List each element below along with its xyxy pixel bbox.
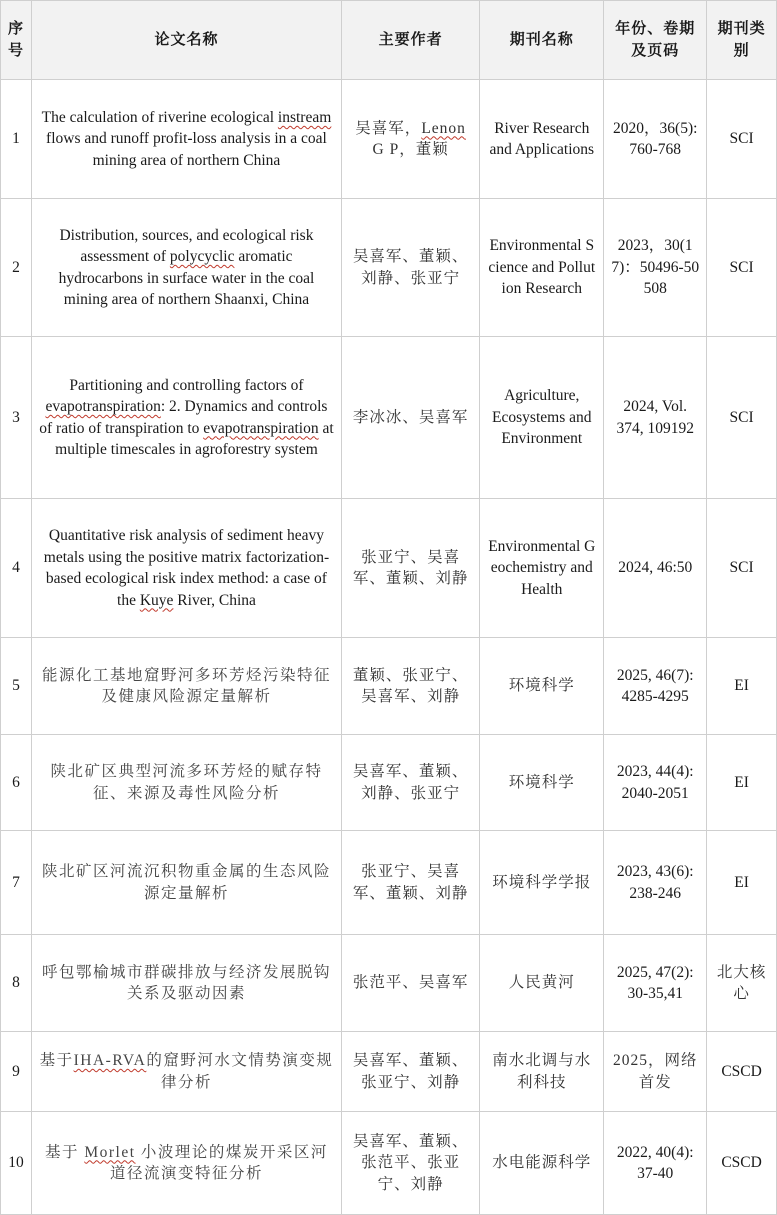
table-row <box>1 638 777 735</box>
row-no: 9 <box>1 1032 32 1112</box>
row-no: 2 <box>1 199 32 337</box>
row-authors: 吴喜军、董颖、张亚宁、刘静 <box>341 1032 479 1112</box>
row-title: 陕北矿区河流沉积物重金属的生态风险源定量解析 <box>31 831 341 935</box>
title-text: at multiple timescales in agroforestry system <box>55 419 334 458</box>
row-journal: 人民黄河 <box>480 935 604 1032</box>
header-row <box>1 1 777 80</box>
title-text: 基于 <box>44 1143 85 1161</box>
row-journal: 环境科学学报 <box>480 831 604 935</box>
author-text: G P，董颖 <box>372 141 449 158</box>
row-title: 陕北矿区典型河流多环芳烃的赋存特征、来源及毒性风险分析 <box>31 735 341 831</box>
row-no: 3 <box>1 337 32 499</box>
author-text: 吴喜军， <box>355 119 422 137</box>
spell-flag: Morlet <box>84 1143 136 1161</box>
row-type: SCI <box>707 337 777 499</box>
row-year: 2025, 46(7): 4285-4295 <box>604 638 707 735</box>
title-text: Distribution, sources, and ecological risk assessment of <box>59 226 314 265</box>
table-row <box>1 935 777 1032</box>
row-type: CSCD <box>707 1032 777 1112</box>
title-text: aromatic hydrocarbons in surface water in the coal mining area of northern Shaanxi, China <box>58 248 315 308</box>
spell-flag: instream <box>277 108 332 126</box>
header-authors: 主要作者 <box>341 1 479 80</box>
table-row <box>1 199 777 337</box>
header-type: 期刊类别 <box>707 1 777 80</box>
header-title: 论文名称 <box>31 1 341 80</box>
row-authors: 李冰冰、吴喜军 <box>341 337 479 499</box>
row-no: 7 <box>1 831 32 935</box>
row-no: 8 <box>1 935 32 1032</box>
row-authors: 董颖、张亚宁、吴喜军、刘静 <box>341 638 479 735</box>
row-title <box>31 337 341 499</box>
spell-flag: Kuye <box>139 591 174 609</box>
header-year: 年份、卷期及页码 <box>604 1 707 80</box>
title-text: : 2. Dynamics and controls of ratio of transpiration to <box>39 398 328 437</box>
row-year: 2025，网络首发 <box>604 1032 707 1112</box>
table-row <box>1 337 777 499</box>
title-text: Partitioning and controlling factors of <box>69 376 304 394</box>
row-no: 10 <box>1 1112 32 1215</box>
row-no: 4 <box>1 499 32 638</box>
row-no: 6 <box>1 735 32 831</box>
row-journal: Environmental Science and Pollution Research <box>480 199 604 337</box>
header-no: 序号 <box>1 1 32 80</box>
row-year: 2025, 47(2): 30-35,41 <box>604 935 707 1032</box>
row-title <box>31 1112 341 1215</box>
table-row <box>1 1032 777 1112</box>
row-journal: 环境科学 <box>480 735 604 831</box>
row-journal: 水电能源科学 <box>480 1112 604 1215</box>
spell-flag: polycyclic <box>169 248 235 265</box>
header-journal: 期刊名称 <box>480 1 604 80</box>
title-text: flows and runoff profit-loss analysis in a coal mining area of northern China <box>46 130 327 169</box>
row-year: 2020，36(5): 760-768 <box>604 80 707 199</box>
row-year: 2024, 46:50 <box>604 499 707 638</box>
row-authors <box>341 80 479 199</box>
row-no: 1 <box>1 80 32 199</box>
spell-flag: IHA-RVA <box>73 1052 147 1069</box>
row-type: EI <box>707 735 777 831</box>
row-authors: 张亚宁、吴喜军、董颖、刘静 <box>341 499 479 638</box>
row-type: SCI <box>707 499 777 638</box>
row-authors: 吴喜军、董颖、刘静、张亚宁 <box>341 735 479 831</box>
row-journal: River Research and Applications <box>480 80 604 199</box>
title-text: 基于 <box>39 1052 74 1069</box>
table-row <box>1 499 777 638</box>
row-type: SCI <box>707 199 777 337</box>
row-title <box>31 1032 341 1112</box>
title-text: 小波理论的煤炭开采区河道径流演变特征分析 <box>109 1143 328 1182</box>
row-no: 5 <box>1 638 32 735</box>
row-year: 2022, 40(4): 37-40 <box>604 1112 707 1215</box>
row-type: CSCD <box>707 1112 777 1215</box>
spell-flag: evapotranspiration <box>203 419 319 437</box>
row-title: 能源化工基地窟野河多环芳烃污染特征及健康风险源定量解析 <box>31 638 341 735</box>
row-year: 2024, Vol. 374, 109192 <box>604 337 707 499</box>
row-title <box>31 499 341 638</box>
row-authors: 张范平、吴喜军 <box>341 935 479 1032</box>
row-journal: 环境科学 <box>480 638 604 735</box>
row-authors: 吴喜军、董颖、刘静、张亚宁 <box>341 199 479 337</box>
table-row <box>1 735 777 831</box>
row-type: EI <box>707 638 777 735</box>
row-year: 2023, 43(6): 238-246 <box>604 831 707 935</box>
title-text: Quantitative risk analysis of sediment heavy metals using the positive matrix factorization-based ecological risk index method: a case of the <box>43 527 330 609</box>
title-text: The calculation of riverine ecological <box>41 108 278 126</box>
title-text: 的窟野河水文情势演变规律分析 <box>146 1052 334 1091</box>
row-title: 呼包鄂榆城市群碳排放与经济发展脱钩关系及驱动因素 <box>31 935 341 1032</box>
row-journal: Agriculture, Ecosystems and Environment <box>480 337 604 499</box>
row-journal: 南水北调与水利科技 <box>480 1032 604 1112</box>
table-row <box>1 80 777 199</box>
row-year: 2023，30(17)：50496-50508 <box>604 199 707 337</box>
spell-flag: Lenon <box>421 119 466 137</box>
row-type: EI <box>707 831 777 935</box>
row-title <box>31 80 341 199</box>
row-year: 2023, 44(4): 2040-2051 <box>604 735 707 831</box>
row-type: 北大核心 <box>707 935 777 1032</box>
title-text: River, China <box>173 591 256 609</box>
row-authors: 吴喜军、董颖、张范平、张亚宁、刘静 <box>341 1112 479 1215</box>
row-authors: 张亚宁、吴喜军、董颖、刘静 <box>341 831 479 935</box>
spell-flag: evapotranspiration <box>45 398 161 415</box>
row-title <box>31 199 341 337</box>
row-journal: Environmental Geochemistry and Health <box>480 499 604 638</box>
table-row <box>1 1112 777 1215</box>
table-row <box>1 831 777 935</box>
row-type: SCI <box>707 80 777 199</box>
